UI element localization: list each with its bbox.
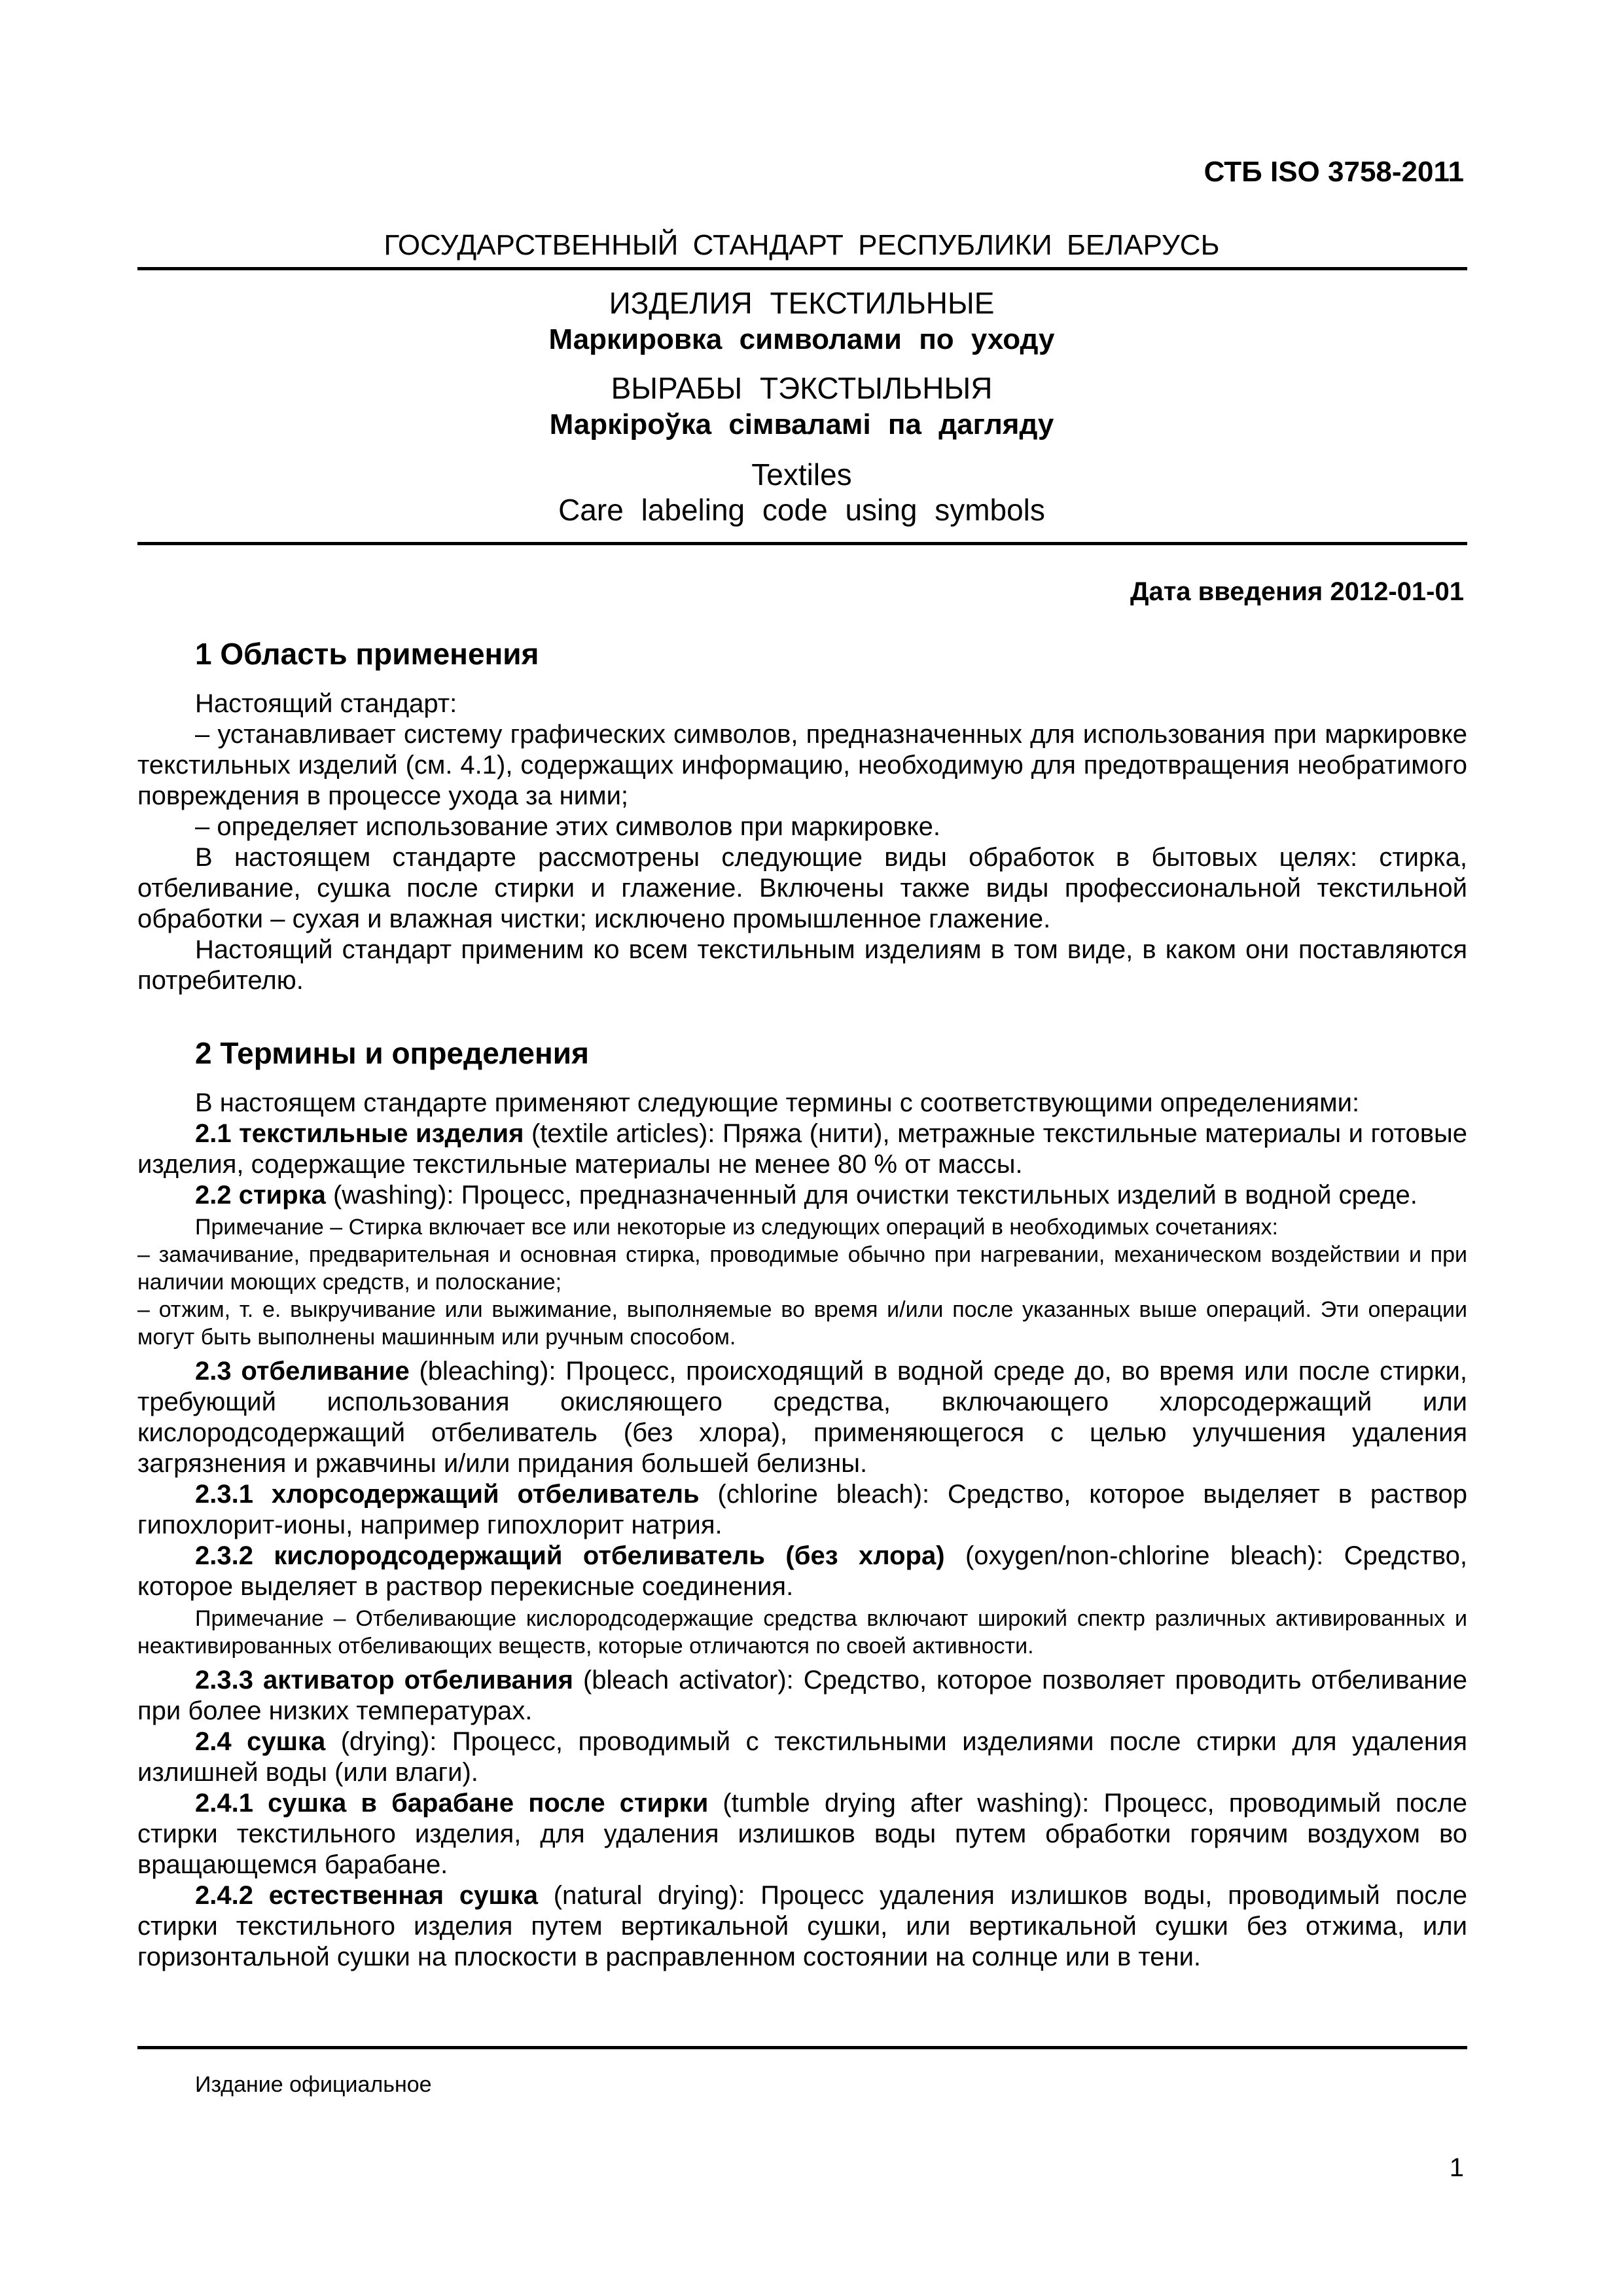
title-english: Textiles [751,457,852,492]
subtitle-russian: Маркировка символами по уходу [548,323,1055,355]
section-2-body [137,1088,1467,1973]
header-rule [137,267,1467,270]
section-1-heading: 1 Область применения [195,637,539,671]
note-line: – отжим, т. е. выкручивание или выжимание, выполняемые во время и/или после указанных выше операций. Эти операции могут быть выполнены машинным или ручным способом. [137,1297,1467,1350]
paragraph: – определяет использование этих символов при маркировке. [195,812,940,841]
term: 2.3.2 кислородсодержащий отбеливатель (без хлора) [195,1541,945,1570]
subtitle-english: Care labeling code using symbols [558,493,1045,527]
definition-text: (washing): Процесс, предназначенный для очистки текстильных изделий в водной среде. [325,1181,1418,1210]
paragraph: В настоящем стандарте рассмотрены следующие виды обработок в бытовых целях: стирка, отбеливание, сушка после стирки и глажение. Включены также виды профессиональной текстильной обработки – сухая и влажная чистки; исключено промышленное глажение. [137,843,1467,933]
footer-rule [137,2046,1467,2049]
paragraph: – устанавливает систему графических символов, предназначенных для использования при маркировке текстильных изделий (см. 4.1), содержащих информацию, необходимую для предотвращения необратимого повреждения в процессе ухода за ними; [137,720,1467,810]
definition [137,1541,1467,1602]
definition [137,1727,1467,1788]
introduction-date: Дата введения 2012-01-01 [1130,577,1464,606]
note [137,1605,1467,1660]
definition-text: (tumble drying after washing): Процесс, проводимый после стирки текстильного изделия, для удаления излишков воды путем обработки горячим воздухом во вращающемся барабане. [137,1789,1467,1879]
page-number: 1 [1449,2153,1464,2182]
edition-label: Издание официальное [195,2072,432,2097]
term: 2.3 отбеливание [195,1357,410,1386]
definition [137,1180,1467,1211]
paragraph: Настоящий стандарт: [195,689,457,718]
paragraph: В настоящем стандарте применяют следующие термины с соответствующими определениями: [195,1088,1360,1117]
section-2-heading: 2 Термины и определения [195,1036,589,1070]
title-russian: ИЗДЕЛИЯ ТЕКСТИЛЬНЫЕ [609,286,995,320]
definition-text: (natural drying): Процесс удаления излишков воды, проводимый после стирки текстильного изделия путем вертикальной сушки, или вертикальной сушки без отжима, или горизонтальной сушки на плоскости в расправленном состоянии на солнце или в тени. [137,1881,1467,1971]
definition-text: (bleach activator): Средство, которое позволяет проводить отбеливание при более низких температурах. [137,1666,1467,1725]
definition [137,1356,1467,1479]
definition-text: (chlorine bleach): Средство, которое выделяет в раствор гипохлорит-ионы, например гипохлорит натрия. [137,1480,1468,1539]
definition-text: (oxygen/non-chlorine bleach): Средство, которое выделяет в раствор перекисные соединения. [137,1541,1467,1601]
term: 2.1 текстильные изделия [195,1119,524,1148]
document-number: СТБ ISO 3758-2011 [1204,156,1464,188]
definition [137,1119,1467,1180]
government-standard-title: ГОСУДАРСТВЕННЫЙ СТАНДАРТ РЕСПУБЛИКИ БЕЛАРУСЬ [383,229,1220,261]
section-1-body [137,689,1467,996]
subtitle-belarusian: Маркіроўка сімваламі па дагляду [549,408,1054,440]
definition [137,1880,1467,1973]
definition [137,1479,1467,1541]
term: 2.4 сушка [195,1727,326,1756]
term: 2.3.3 активатор отбеливания [195,1666,573,1695]
definition-text: (drying): Процесс, проводимый с текстильными изделиями после стирки для удаления излишней воды (или влаги). [137,1727,1467,1787]
note-line: Примечание – Стирка включает все или некоторые из следующих операций в необходимых сочетаниях: [195,1215,1278,1240]
title-rule [137,542,1467,545]
term: 2.3.1 хлорсодержащий отбеливатель [195,1480,700,1509]
definition [137,1788,1467,1880]
definition [137,1665,1467,1727]
paragraph: Настоящий стандарт применим ко всем текстильным изделиям в том виде, в каком они поставляются потребителю. [137,935,1467,995]
term: 2.2 стирка [195,1181,326,1210]
note [137,1213,1467,1351]
definition-text: (bleaching): Процесс, происходящий в водной среде до, во время или после стирки, требующий использования окисляющего средства, включающего хлорсодержащий или кислородсодержащий отбеливатель (без хлора), применяющегося с целью улучшения удаления загрязнения и ржавчины и/или придания большей белизны. [137,1357,1467,1478]
title-belarusian: ВЫРАБЫ ТЭКСТЫЛЬНЫЯ [611,371,993,405]
note-line: Примечание – Отбеливающие кислородсодержащие средства включают широкий спектр различных активированных и неактивированных отбеливающих веществ, которые отличаются по своей активности. [137,1606,1467,1659]
definition-text: (textile articles): Пряжа (нити), метражные текстильные материалы и готовые изделия, содержащие текстильные материалы не менее 80 % от массы. [137,1119,1467,1179]
note-line: – замачивание, предварительная и основная стирка, проводимые обычно при нагревании, механическом воздействии и при наличии моющих средств, и полоскание; [137,1242,1467,1295]
term: 2.4.1 сушка в барабане после стирки [195,1789,709,1818]
term: 2.4.2 естественная сушка [195,1881,538,1910]
